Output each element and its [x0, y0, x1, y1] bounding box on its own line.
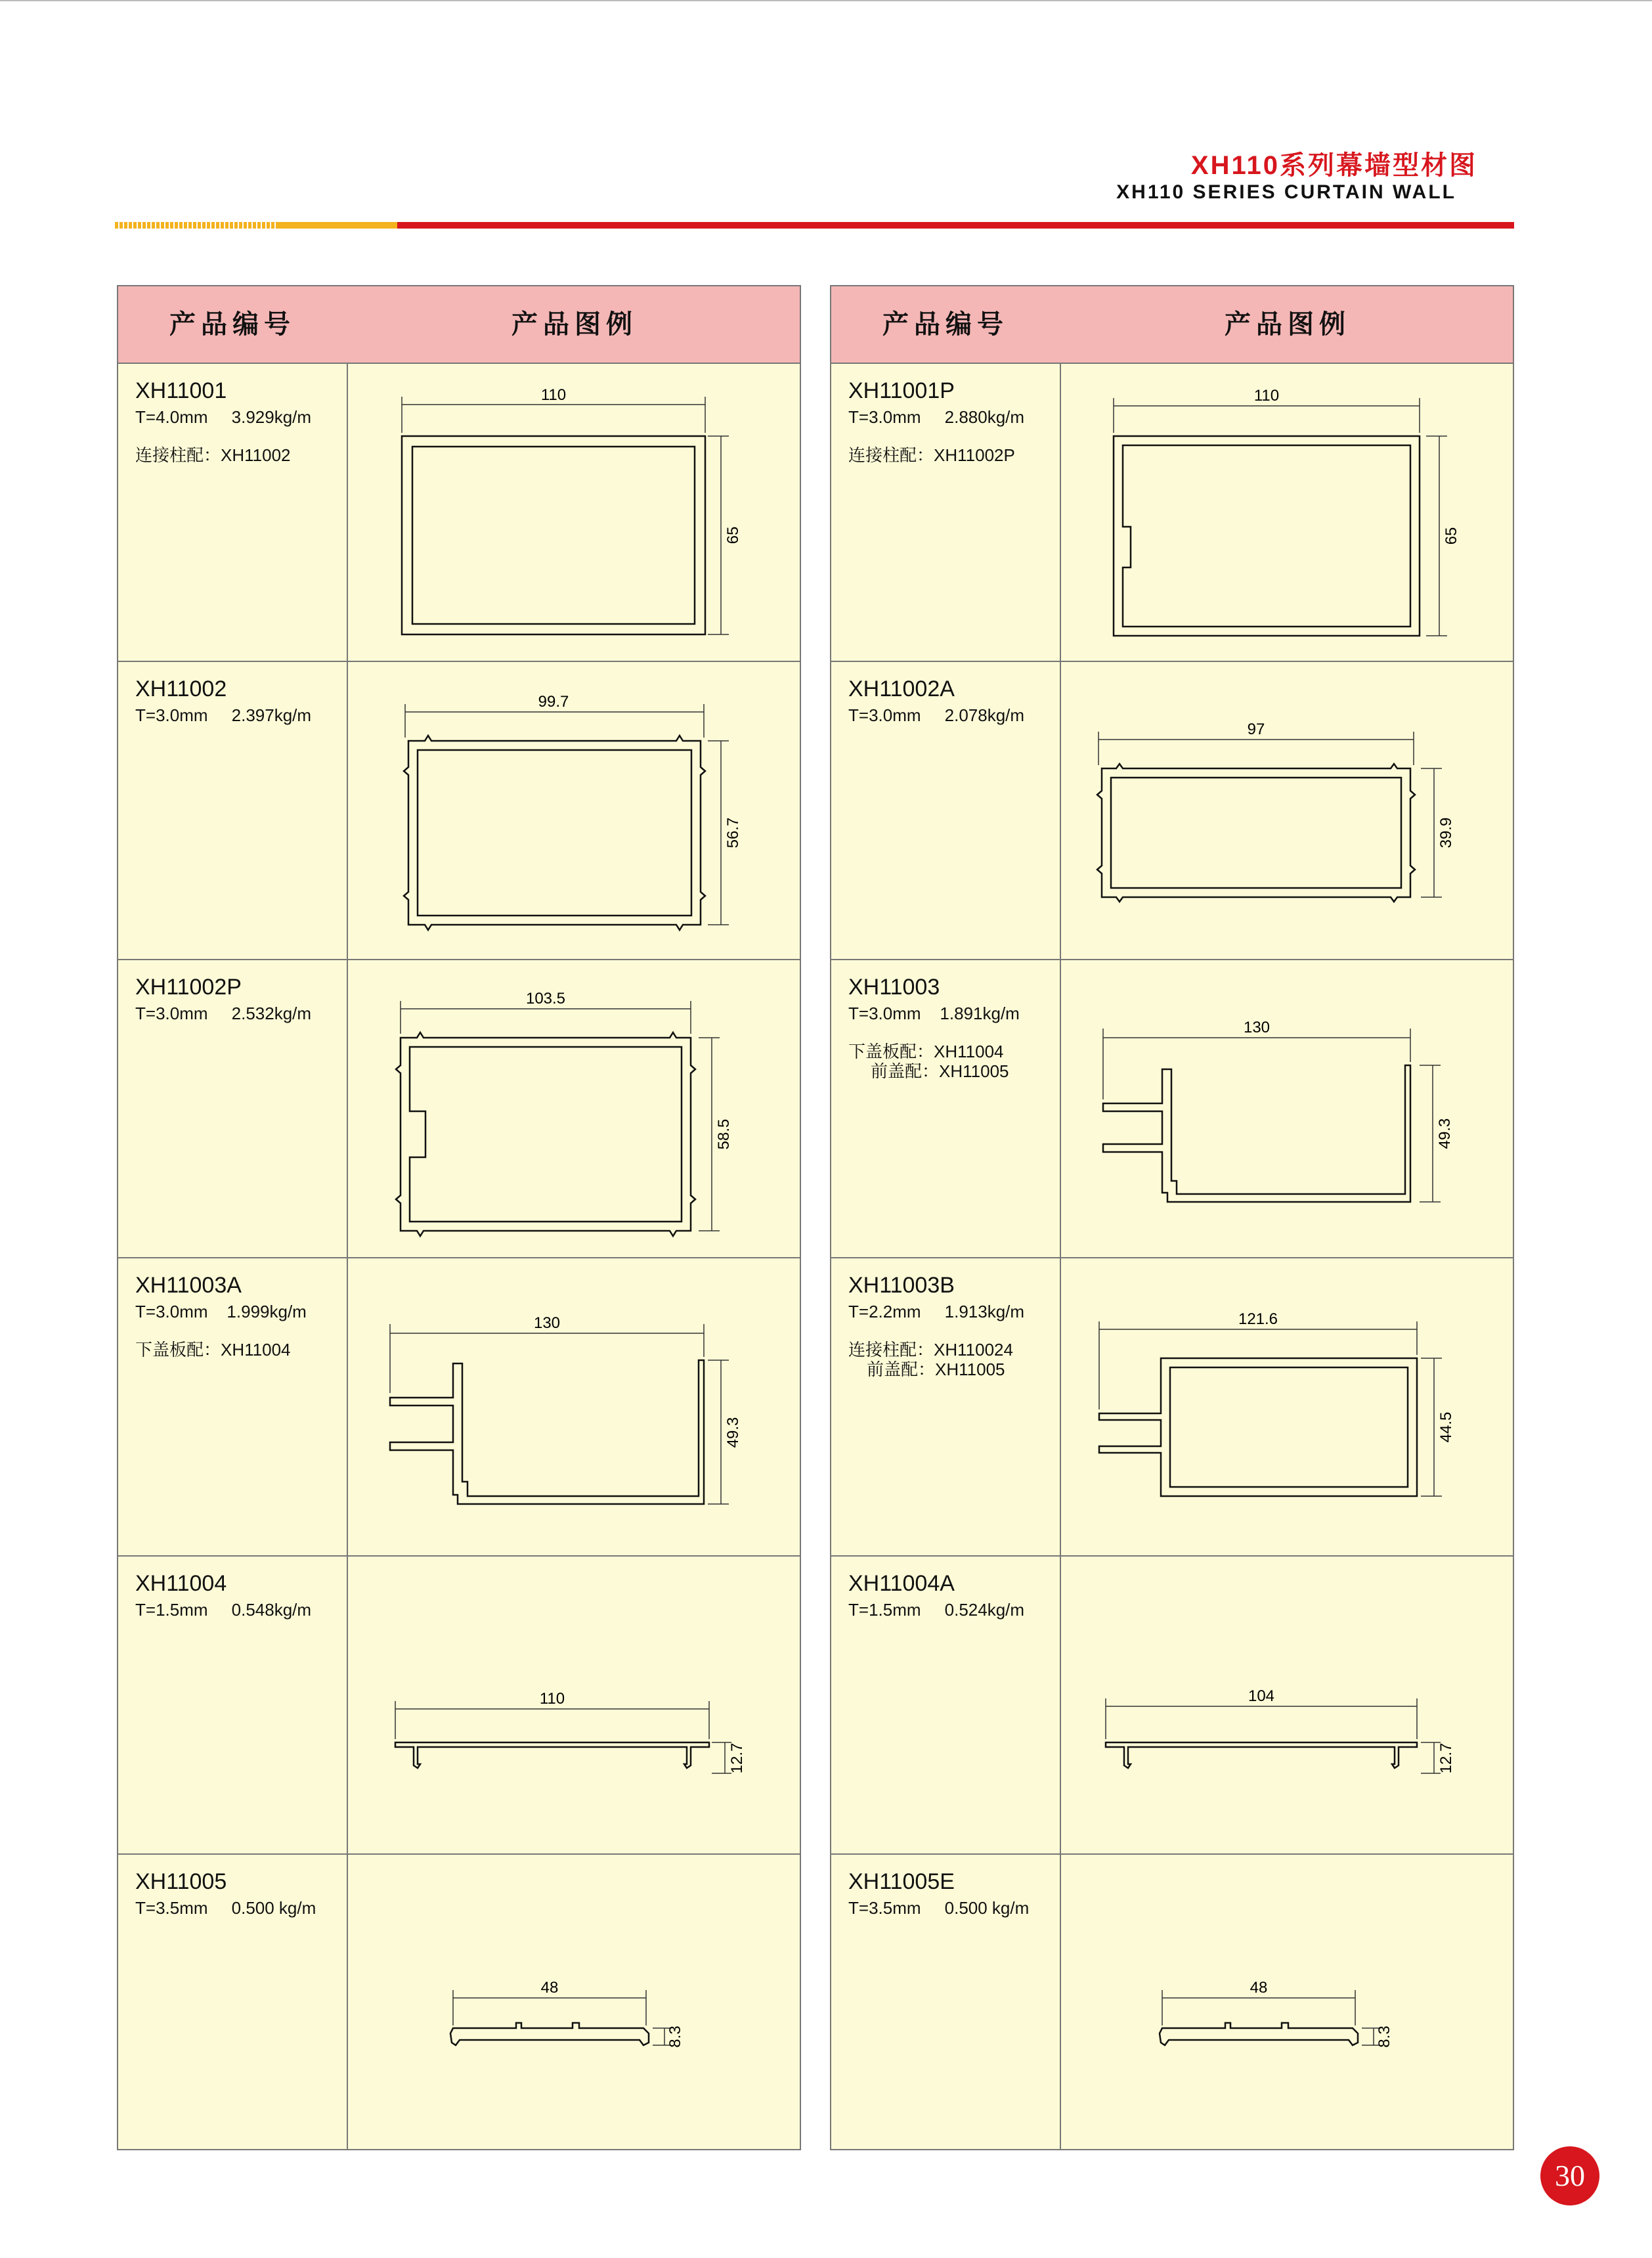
dim-width: 48	[1250, 1979, 1268, 1997]
product-row-xh11005	[118, 1855, 800, 2153]
profile-drawing	[349, 1855, 800, 2152]
page-title-cn: XH110系列幕墙型材图	[1190, 151, 1477, 180]
product-spec: T=1.5mm 0.524kg/m	[848, 1600, 1025, 1620]
product-note: 前盖配：XH11005	[867, 1360, 1005, 1379]
dim-width: 110	[1253, 387, 1280, 405]
table-header	[118, 286, 800, 364]
product-spec: T=3.0mm 2.078kg/m	[848, 705, 1025, 725]
product-row-xh11002p	[118, 960, 800, 1258]
dim-width: 121.6	[1238, 1310, 1278, 1328]
header-rule-red	[397, 222, 1514, 229]
product-row-xh11004	[118, 1557, 800, 1855]
dim-width: 130	[1243, 1019, 1271, 1036]
product-code: XH11001	[135, 378, 227, 403]
product-table-right	[830, 285, 1514, 2150]
product-note: 连接柱配：XH11002P	[848, 445, 1015, 465]
profile-drawing	[349, 1557, 800, 1853]
dim-height: 44.5	[1437, 1411, 1455, 1443]
dim-width: 48	[540, 1979, 559, 1997]
dim-width: 104	[1248, 1687, 1275, 1705]
product-code: XH11002A	[848, 676, 955, 701]
product-spec: T=3.5mm 0.500 kg/m	[848, 1898, 1030, 1918]
dim-width: 130	[533, 1314, 561, 1332]
product-note: 前盖配：XH11005	[871, 1061, 1009, 1081]
dim-height: 12.7	[728, 1742, 746, 1774]
product-code: XH11004	[135, 1571, 227, 1596]
product-code: XH11001P	[848, 378, 955, 403]
product-code: XH11002P	[135, 975, 242, 1000]
profile-drawing	[1062, 364, 1513, 661]
dim-width: 103.5	[525, 990, 566, 1007]
profile-drawing	[349, 662, 800, 959]
product-note: 下盖板配：XH11004	[135, 1340, 291, 1360]
product-row-xh11001	[118, 364, 800, 662]
dim-height: 65	[724, 526, 742, 544]
product-spec: T=4.0mm 3.929kg/m	[135, 407, 312, 427]
profile-drawing	[1062, 960, 1513, 1257]
product-row-xh11001p	[831, 364, 1513, 662]
table-header	[831, 286, 1513, 364]
profile-drawing	[1062, 1258, 1513, 1555]
product-spec: T=3.0mm 2.880kg/m	[848, 407, 1025, 427]
dim-height: 8.3	[666, 2026, 684, 2048]
product-row-xh11002a	[831, 662, 1513, 960]
product-row-xh11002	[118, 662, 800, 960]
product-code: XH11003A	[135, 1273, 242, 1298]
product-code: XH11005E	[848, 1869, 955, 1894]
profile-drawing	[1062, 662, 1513, 959]
product-row-xh11003b	[831, 1258, 1513, 1557]
dim-height: 58.5	[715, 1118, 733, 1150]
header-rule-dotted	[115, 222, 279, 229]
header-product-code: 产品编号	[882, 310, 1009, 339]
dim-height: 8.3	[1376, 2026, 1393, 2048]
profile-drawing	[349, 364, 800, 661]
product-spec: T=3.0mm 2.532kg/m	[135, 1004, 312, 1023]
dim-width: 99.7	[538, 693, 569, 711]
product-row-xh11004a	[831, 1557, 1513, 1855]
dim-height: 39.9	[1437, 817, 1455, 849]
product-row-xh11003	[831, 960, 1513, 1258]
product-spec: T=3.0mm 1.999kg/m	[135, 1302, 307, 1321]
product-code: XH11003B	[848, 1273, 955, 1298]
dim-width: 97	[1247, 720, 1265, 738]
dim-width: 110	[540, 386, 567, 404]
profile-drawing	[349, 1258, 800, 1555]
product-code: XH11002	[135, 676, 227, 701]
header-product-drawing: 产品图例	[1225, 310, 1351, 339]
dim-height: 56.7	[724, 817, 742, 849]
product-code: XH11003	[848, 975, 940, 1000]
product-spec: T=1.5mm 0.548kg/m	[135, 1600, 312, 1620]
product-spec: T=3.0mm 2.397kg/m	[135, 705, 312, 725]
product-spec: T=2.2mm 1.913kg/m	[848, 1302, 1025, 1321]
product-note: 连接柱配：XH11002	[135, 445, 291, 465]
product-code: XH11004A	[848, 1571, 955, 1596]
header-rule-yellow	[279, 222, 397, 229]
product-code: XH11005	[135, 1869, 227, 1894]
dim-width: 110	[539, 1690, 565, 1708]
profile-drawing	[1062, 1855, 1513, 2152]
profile-drawing	[349, 960, 800, 1257]
product-spec: T=3.0mm 1.891kg/m	[848, 1004, 1020, 1023]
product-table-left	[117, 285, 801, 2150]
product-row-xh11003a	[118, 1258, 800, 1557]
header-product-code: 产品编号	[169, 310, 295, 339]
product-note: 连接柱配：XH110024	[848, 1340, 1013, 1360]
dim-height: 65	[1443, 527, 1460, 545]
page-title-en: XH110 SERIES CURTAIN WALL	[1116, 181, 1456, 203]
dim-height: 49.3	[724, 1417, 742, 1448]
dim-height: 49.3	[1436, 1118, 1454, 1149]
header-product-drawing: 产品图例	[511, 310, 638, 339]
profile-drawing	[1062, 1557, 1513, 1853]
page-number: 30	[1540, 2146, 1599, 2205]
top-border	[0, 0, 1652, 1]
product-row-xh11005e	[831, 1855, 1513, 2153]
product-note: 下盖板配：XH11004	[848, 1042, 1004, 1061]
dim-height: 12.7	[1437, 1742, 1455, 1774]
product-spec: T=3.5mm 0.500 kg/m	[135, 1898, 316, 1918]
